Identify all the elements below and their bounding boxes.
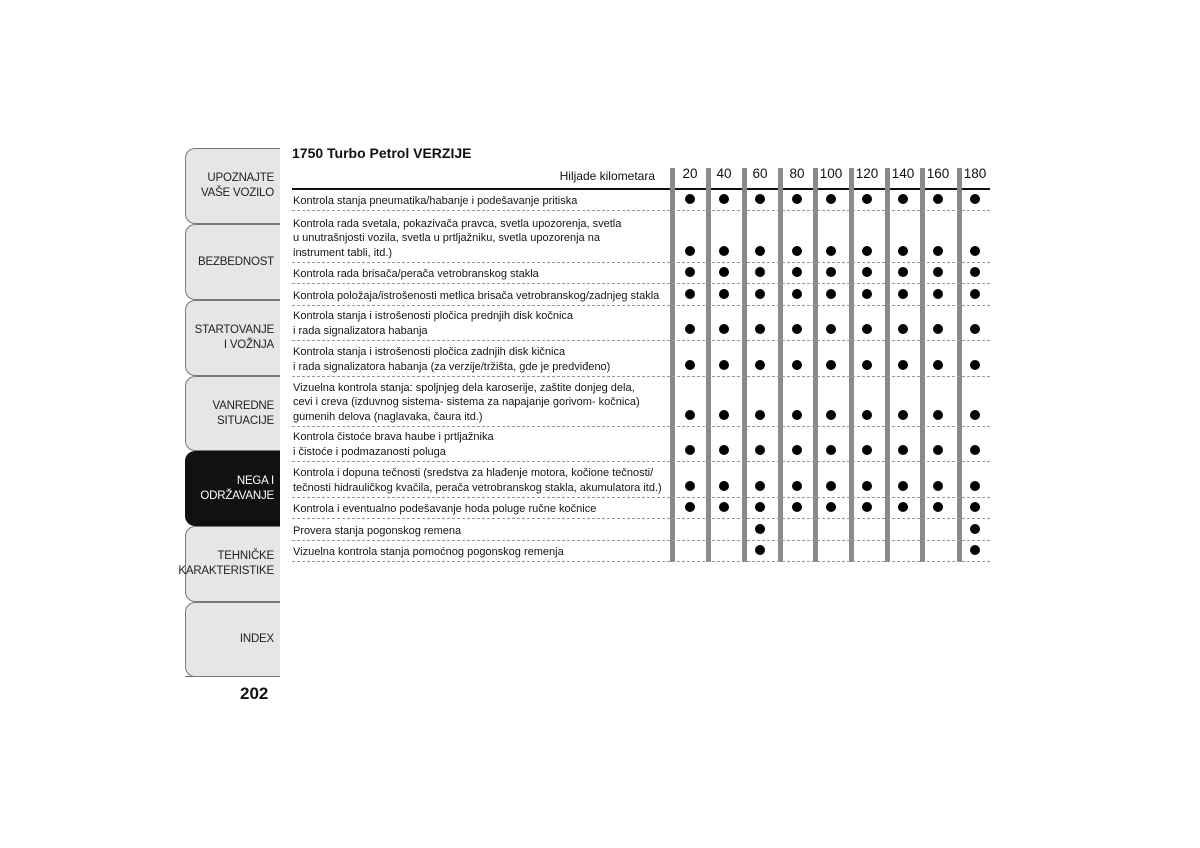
table-row bbox=[292, 211, 990, 263]
check-dot-icon bbox=[970, 194, 980, 204]
check-dot-icon bbox=[826, 502, 836, 512]
check-dot-icon bbox=[755, 445, 765, 455]
column-header-km: 60 bbox=[752, 166, 768, 181]
table-row bbox=[292, 190, 990, 211]
column-header-km: 160 bbox=[926, 166, 950, 181]
column-header-km: 40 bbox=[716, 166, 732, 181]
check-dot-icon bbox=[826, 360, 836, 370]
tab-label: BEZBEDNOST bbox=[198, 255, 274, 268]
row-description: Kontrola stanja pneumatika/habanje i podešavanje pritiska bbox=[293, 194, 578, 207]
check-dot-icon bbox=[970, 481, 980, 491]
tab-label: TEHNIČKE KARAKTERISTIKE bbox=[178, 550, 274, 577]
check-dot-icon bbox=[970, 289, 980, 299]
tab-label: UPOZNAJTE VAŠE VOZILO bbox=[201, 172, 274, 199]
check-dot-icon bbox=[685, 289, 695, 299]
column-header-label: Hiljade kilometara bbox=[559, 169, 655, 183]
column-header-km: 120 bbox=[855, 166, 879, 181]
check-dot-icon bbox=[792, 481, 802, 491]
check-dot-icon bbox=[898, 194, 908, 204]
check-dot-icon bbox=[970, 246, 980, 256]
check-dot-icon bbox=[755, 481, 765, 491]
column-header-km: 80 bbox=[789, 166, 805, 181]
check-dot-icon bbox=[719, 445, 729, 455]
check-dot-icon bbox=[719, 267, 729, 277]
table-row bbox=[292, 284, 990, 306]
check-dot-icon bbox=[685, 481, 695, 491]
check-dot-icon bbox=[862, 502, 872, 512]
row-description: Kontrola i eventualno podešavanje hoda poluge ručne kočnice bbox=[293, 502, 597, 515]
check-dot-icon bbox=[862, 481, 872, 491]
check-dot-icon bbox=[933, 194, 943, 204]
check-dot-icon bbox=[755, 289, 765, 299]
tabs-bottom-line bbox=[185, 676, 280, 677]
check-dot-icon bbox=[826, 267, 836, 277]
check-dot-icon bbox=[898, 289, 908, 299]
tab-3[interactable] bbox=[185, 376, 280, 451]
check-dot-icon bbox=[933, 267, 943, 277]
check-dot-icon bbox=[862, 445, 872, 455]
check-dot-icon bbox=[685, 445, 695, 455]
page-number: 202 bbox=[240, 684, 269, 703]
check-dot-icon bbox=[898, 481, 908, 491]
tab-label: NEGA I ODRŽAVANJE bbox=[200, 474, 274, 502]
check-dot-icon bbox=[826, 324, 836, 334]
check-dot-icon bbox=[862, 360, 872, 370]
check-dot-icon bbox=[933, 410, 943, 420]
check-dot-icon bbox=[755, 324, 765, 334]
check-dot-icon bbox=[755, 524, 765, 534]
check-dot-icon bbox=[826, 410, 836, 420]
check-dot-icon bbox=[685, 246, 695, 256]
check-dot-icon bbox=[719, 410, 729, 420]
check-dot-icon bbox=[719, 289, 729, 299]
check-dot-icon bbox=[970, 360, 980, 370]
row-description: Kontrola čistoće brava haube i prtljažnika i čistoće i podmazanosti poluga bbox=[293, 431, 494, 458]
table-row bbox=[292, 541, 990, 562]
tab-5[interactable] bbox=[178, 526, 280, 602]
section-title: 1750 Turbo Petrol VERZIJE bbox=[292, 145, 472, 161]
tab-6[interactable] bbox=[185, 602, 280, 677]
check-dot-icon bbox=[862, 324, 872, 334]
check-dot-icon bbox=[792, 445, 802, 455]
check-dot-icon bbox=[862, 267, 872, 277]
check-dot-icon bbox=[685, 502, 695, 512]
check-dot-icon bbox=[719, 481, 729, 491]
row-description: Kontrola stanja i istrošenosti pločica prednjih disk kočnica i rada signalizatora habanja bbox=[293, 310, 574, 337]
check-dot-icon bbox=[933, 246, 943, 256]
check-dot-icon bbox=[685, 410, 695, 420]
tab-0[interactable] bbox=[185, 148, 280, 224]
check-dot-icon bbox=[933, 445, 943, 455]
check-dot-icon bbox=[898, 502, 908, 512]
check-dot-icon bbox=[826, 194, 836, 204]
check-dot-icon bbox=[933, 289, 943, 299]
check-dot-icon bbox=[933, 360, 943, 370]
row-description: Kontrola stanja i istrošenosti pločica zadnjih disk kičnica i rada signalizatora habanja (za verzije/tržišta, gde je predviđeno) bbox=[293, 346, 611, 373]
check-dot-icon bbox=[970, 324, 980, 334]
check-dot-icon bbox=[933, 502, 943, 512]
check-dot-icon bbox=[792, 324, 802, 334]
check-dot-icon bbox=[719, 194, 729, 204]
check-dot-icon bbox=[792, 410, 802, 420]
check-dot-icon bbox=[719, 360, 729, 370]
check-dot-icon bbox=[898, 267, 908, 277]
check-dot-icon bbox=[755, 360, 765, 370]
column-header-km: 140 bbox=[891, 166, 915, 181]
check-dot-icon bbox=[719, 502, 729, 512]
tab-label: VANREDNE SITUACIJE bbox=[212, 399, 274, 427]
check-dot-icon bbox=[719, 324, 729, 334]
check-dot-icon bbox=[685, 324, 695, 334]
table-row bbox=[292, 498, 990, 519]
table-row bbox=[292, 377, 990, 427]
row-description: Vizuelna kontrola stanja: spoljnjeg dela karoserije, zaštite donjeg dela, cevi i creva (izduvnog sistema- sistema za napajanje gorivom- kočnica) gumenih delova (naglavaka, čaura itd.) bbox=[293, 381, 640, 423]
check-dot-icon bbox=[862, 246, 872, 256]
tab-label: INDEX bbox=[239, 633, 274, 645]
check-dot-icon bbox=[792, 360, 802, 370]
check-dot-icon bbox=[970, 524, 980, 534]
check-dot-icon bbox=[862, 410, 872, 420]
table-row bbox=[292, 306, 990, 341]
check-dot-icon bbox=[685, 360, 695, 370]
tab-label: STARTOVANJE I VOŽNJA bbox=[194, 324, 274, 351]
column-header-km: 180 bbox=[963, 166, 987, 181]
row-description: Kontrola i dopuna tečnosti (sredstva za hlađenje motora, kočione tečnosti/ tečnosti hidrauličkog kvačila, perača vetrobranskog stakla, akumulatora itd.) bbox=[293, 467, 662, 494]
check-dot-icon bbox=[826, 481, 836, 491]
check-dot-icon bbox=[685, 194, 695, 204]
row-description: Provera stanja pogonskog remena bbox=[293, 524, 462, 537]
column-header-km: 100 bbox=[819, 166, 843, 181]
row-description: Vizuelna kontrola stanja pomoćnog pogonskog remenja bbox=[293, 545, 564, 558]
row-description: Kontrola rada brisača/perača vetrobranskog stakla bbox=[293, 267, 539, 280]
check-dot-icon bbox=[792, 194, 802, 204]
check-dot-icon bbox=[755, 194, 765, 204]
table-row bbox=[292, 519, 990, 541]
check-dot-icon bbox=[755, 267, 765, 277]
column-header-km: 20 bbox=[682, 166, 698, 181]
check-dot-icon bbox=[898, 324, 908, 334]
tab-1[interactable] bbox=[185, 224, 280, 300]
tab-4[interactable] bbox=[185, 451, 280, 526]
check-dot-icon bbox=[719, 246, 729, 256]
check-dot-icon bbox=[755, 410, 765, 420]
check-dot-icon bbox=[826, 246, 836, 256]
table-row bbox=[292, 263, 990, 284]
check-dot-icon bbox=[862, 194, 872, 204]
table-row bbox=[292, 341, 990, 377]
table-row bbox=[292, 462, 990, 498]
check-dot-icon bbox=[898, 445, 908, 455]
check-dot-icon bbox=[898, 360, 908, 370]
check-dot-icon bbox=[898, 246, 908, 256]
check-dot-icon bbox=[755, 502, 765, 512]
check-dot-icon bbox=[792, 246, 802, 256]
check-dot-icon bbox=[755, 246, 765, 256]
check-dot-icon bbox=[792, 289, 802, 299]
check-dot-icon bbox=[970, 502, 980, 512]
check-dot-icon bbox=[826, 445, 836, 455]
check-dot-icon bbox=[826, 289, 836, 299]
check-dot-icon bbox=[898, 410, 908, 420]
check-dot-icon bbox=[755, 545, 765, 555]
row-description: Kontrola rada svetala, pokazivača pravca, svetla upozorenja, svetla u unutrašnjosti vozila, svetla u prtljažniku, svetla upozorenja na instrument tabli, itd.) bbox=[293, 217, 622, 259]
check-dot-icon bbox=[792, 267, 802, 277]
table-row bbox=[292, 427, 990, 462]
tab-2[interactable] bbox=[185, 300, 280, 376]
check-dot-icon bbox=[970, 267, 980, 277]
check-dot-icon bbox=[862, 289, 872, 299]
check-dot-icon bbox=[933, 481, 943, 491]
check-dot-icon bbox=[970, 545, 980, 555]
check-dot-icon bbox=[792, 502, 802, 512]
check-dot-icon bbox=[685, 267, 695, 277]
row-description: Kontrola položaja/istrošenosti metlica brisača vetrobranskog/zadnjeg stakla bbox=[293, 289, 660, 302]
check-dot-icon bbox=[933, 324, 943, 334]
check-dot-icon bbox=[970, 445, 980, 455]
check-dot-icon bbox=[970, 410, 980, 420]
